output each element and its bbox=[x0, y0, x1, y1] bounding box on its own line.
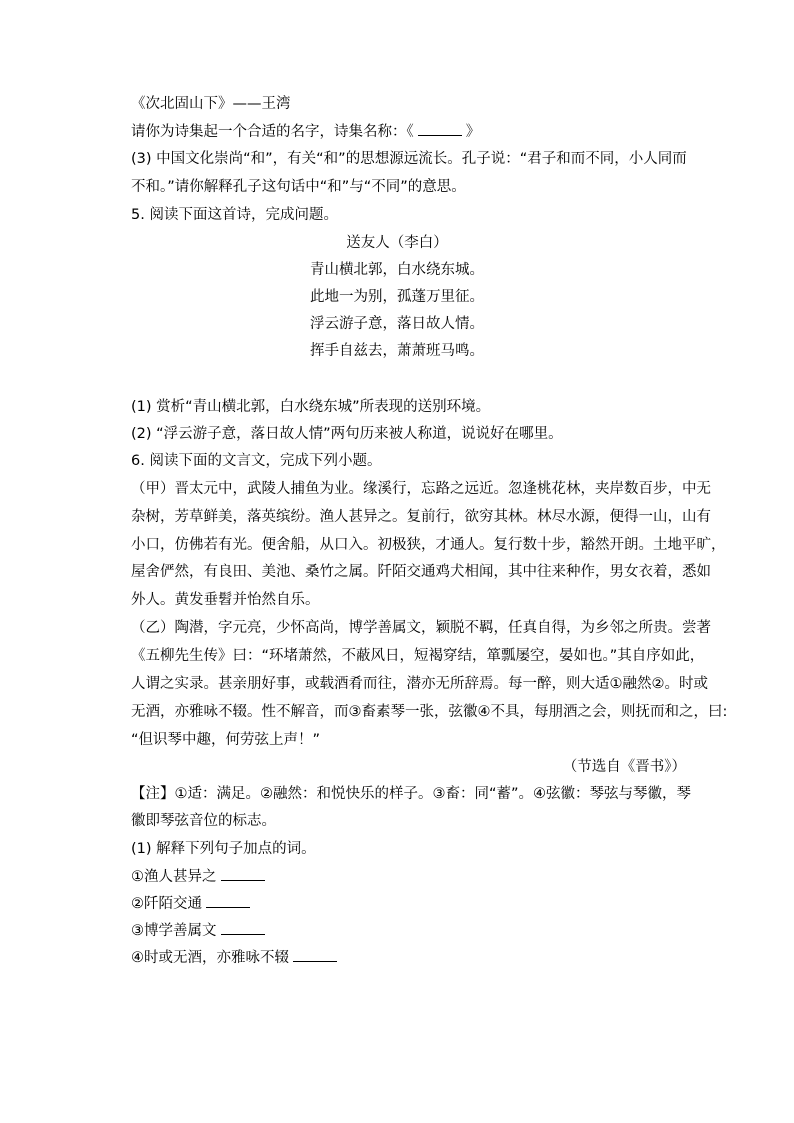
passage-a-text-3: 小口，仿佛若有光。便舍船，从口入。初极狭，才通人。复行数十步，豁然开朗。土地平旷， bbox=[131, 537, 726, 553]
poem-line-2-text: 此地一为别，孤蓬万里征。 bbox=[310, 289, 484, 305]
question-5-2-text: (2) “浮云游子意，落日故人情”两句历来被人称道，说说好在哪里。 bbox=[131, 426, 563, 442]
passage-b-line-4 bbox=[131, 702, 728, 722]
word-item-1 bbox=[131, 866, 691, 887]
word-item-4-blank[interactable] bbox=[293, 947, 337, 962]
passage-a-line-2 bbox=[131, 507, 711, 527]
passage-a-text-4: 屋舍俨然，有良田、美池、桑竹之属。阡陌交通鸡犬相闻，其中往来种作，男女衣着，悉如 bbox=[131, 564, 711, 580]
passage-b-text-5: “但识琴中趣，何劳弦上声！” bbox=[131, 732, 321, 748]
passage-b-text-1: （乙）陶潜，字元亮，少怀高尚，博学善属文，颖脱不羁，任真自得，为乡邻之所贵。尝著 bbox=[131, 620, 711, 636]
question-3-line-2 bbox=[131, 177, 691, 197]
passage-b-line-2 bbox=[131, 646, 705, 666]
passage-a-text-2: 杂树，芳草鲜美，落英缤纷。渔人甚异之。复前行，欲穷其林。林尽水源，便得一山，山有 bbox=[131, 509, 711, 525]
question-5-text: 5. 阅读下面这首诗，完成问题。 bbox=[131, 207, 338, 223]
word-item-3-blank[interactable] bbox=[221, 920, 265, 935]
notes-line-2 bbox=[131, 811, 691, 831]
passage-a-text-1: （甲）晋太元中，武陵人捕鱼为业。缘溪行，忘路之远近。忽逢桃花林，夹岸数百步，中无 bbox=[131, 481, 711, 497]
passage-b-line-1 bbox=[131, 618, 711, 638]
passage-a-line-4 bbox=[131, 562, 711, 582]
passage-b-line-5 bbox=[131, 730, 691, 750]
question-5-2 bbox=[131, 424, 691, 444]
poem-title bbox=[0, 233, 794, 253]
question-5-heading bbox=[131, 205, 691, 225]
passage-b-text-3: 人谓之实录。甚亲朋好事，或载酒肴而往，潜亦无所辞焉。每一醉，则大适①融然②。时或 bbox=[131, 676, 708, 692]
anthology-name-close: 》 bbox=[465, 124, 481, 140]
passage-a-line-1 bbox=[131, 479, 711, 499]
notes-text-2: 徽即琴弦音位的标志。 bbox=[131, 813, 276, 829]
poem-line-4-text: 挥手自兹去，萧萧班马鸣。 bbox=[310, 343, 484, 359]
passage-b-line-3 bbox=[131, 674, 708, 694]
poem-line-3-text: 浮云游子意，落日故人情。 bbox=[310, 316, 484, 332]
question-3-line-1 bbox=[131, 149, 691, 169]
passage-b-text-4: 无酒，亦雅咏不辍。性不解音，而③畜素琴一张，弦徽④不具，每朋酒之会，则抚而和之，曰: bbox=[131, 704, 728, 720]
poem-line-1 bbox=[0, 260, 794, 280]
question-6-heading bbox=[131, 451, 691, 471]
word-item-2-text: ②阡陌交通 bbox=[131, 896, 202, 912]
question-3-text-1: (3) 中国文化崇尚“和”，有关“和”的思想源远流长。孔子说：“君子和而不同，小人同而 bbox=[131, 151, 687, 167]
passage-a-line-5 bbox=[131, 590, 691, 610]
word-item-1-text: ①渔人甚异之 bbox=[131, 869, 217, 885]
anthology-name-blank[interactable] bbox=[418, 121, 462, 136]
poem-reference-text: 《次北固山下》——王湾 bbox=[131, 96, 291, 112]
question-5-1 bbox=[131, 397, 691, 417]
word-item-3 bbox=[131, 920, 691, 941]
word-item-1-blank[interactable] bbox=[221, 866, 265, 881]
anthology-name-prompt: 请你为诗集起一个合适的名字，诗集名称：《 bbox=[131, 124, 414, 140]
word-item-2 bbox=[131, 893, 691, 914]
passage-source bbox=[0, 757, 686, 777]
passage-b-text-2: 《五柳先生传》曰：“环堵萧然，不蔽风日，短褐穿结，箪瓢屡空，晏如也。”其自序如此， bbox=[131, 648, 705, 664]
question-6-1 bbox=[131, 839, 691, 859]
poem-title-text: 送友人（李白） bbox=[346, 235, 448, 251]
passage-source-text: （节选自《晋书》） bbox=[562, 759, 686, 775]
notes-text-1: 【注】①适：满足。②融然：和悦快乐的样子。③畜：同“蓄”。④弦徽：琴弦与琴徽，琴 bbox=[131, 786, 692, 802]
passage-a-line-3 bbox=[131, 535, 726, 555]
poem-line-1-text: 青山横北郭，白水绕东城。 bbox=[310, 262, 484, 278]
word-item-4 bbox=[131, 947, 691, 968]
poem-line-2 bbox=[0, 287, 794, 307]
passage-a-text-5: 外人。黄发垂髫并怡然自乐。 bbox=[131, 592, 320, 608]
word-item-4-text: ④时或无酒，亦雅咏不辍 bbox=[131, 950, 289, 966]
question-6-text: 6. 阅读下面的文言文，完成下列小题。 bbox=[131, 453, 382, 469]
question-6-1-text: (1) 解释下列句子加点的词。 bbox=[131, 841, 316, 857]
anthology-name-question bbox=[131, 121, 691, 142]
notes-line-1 bbox=[131, 784, 691, 804]
question-3-text-2: 不和。”请你解释孔子这句话中“和”与“不同”的意思。 bbox=[131, 179, 466, 195]
poem-reference bbox=[131, 94, 691, 114]
question-5-1-text: (1) 赏析“青山横北郭，白水绕东城”所表现的送别环境。 bbox=[131, 399, 491, 415]
poem-line-4 bbox=[0, 341, 794, 361]
poem-line-3 bbox=[0, 314, 794, 334]
word-item-2-blank[interactable] bbox=[206, 893, 250, 908]
word-item-3-text: ③博学善属文 bbox=[131, 923, 217, 939]
